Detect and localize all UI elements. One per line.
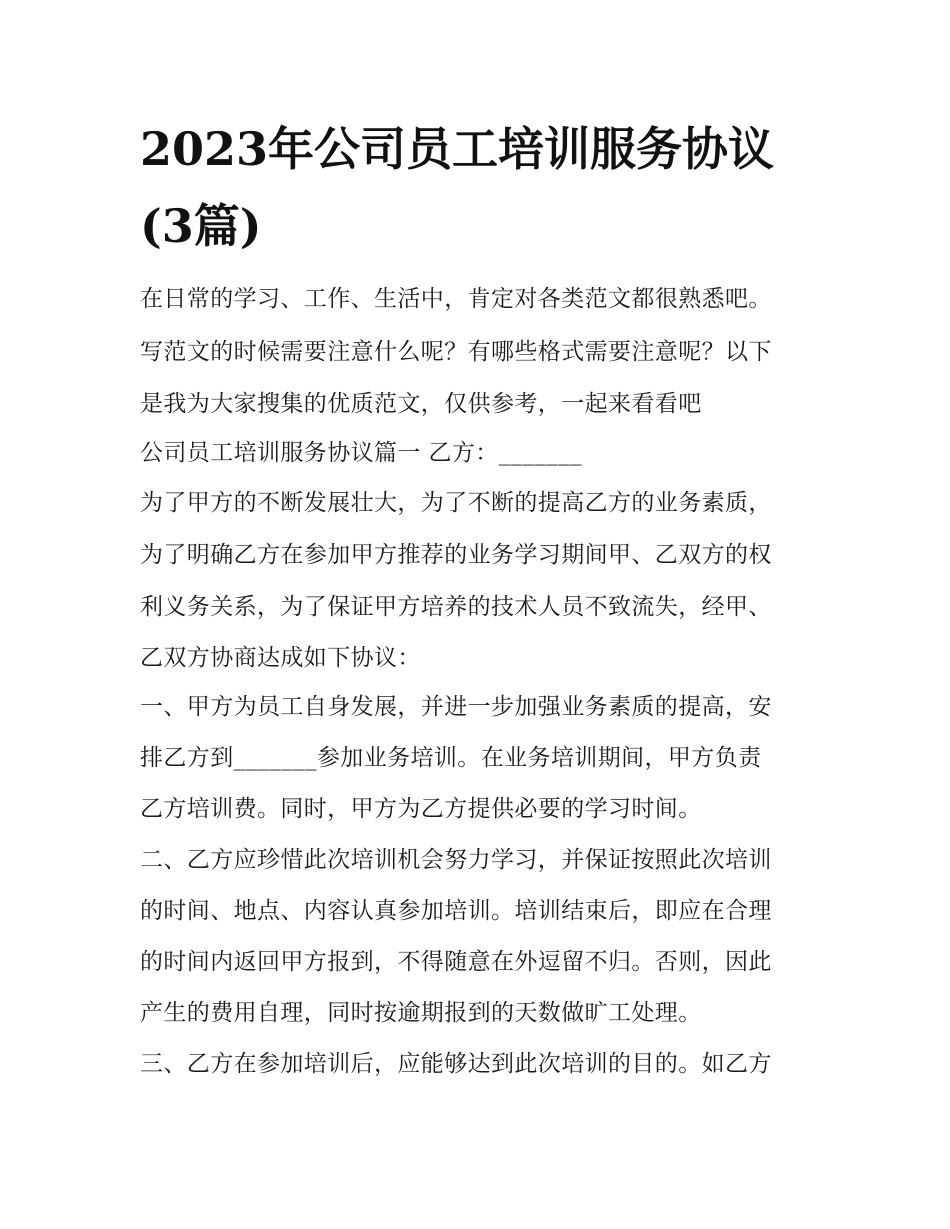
body-line-8: 乙双方协商达成如下协议：: [140, 645, 421, 671]
clause-2-line-1: 二、乙方应珍惜此次培训机会努力学习，并保证按照此次培训: [140, 847, 772, 873]
document-title-line-1: 2023年公司员工培训服务协议: [140, 122, 775, 176]
clause-2-line-3: 的时间内返回甲方报到，不得随意在外逗留不归。否则，因此: [140, 949, 772, 975]
clause-2-line-2: 的时间、地点、内容认真参加培训。培训结束后，即应在合理: [140, 898, 772, 924]
body-line-6: 为了明确乙方在参加甲方推荐的业务学习期间甲、乙双方的权: [140, 542, 772, 568]
body-line-5: 为了甲方的不断发展壮大，为了不断的提高乙方的业务素质，: [140, 490, 772, 516]
document-title-line-2: (3篇): [140, 199, 262, 253]
clause-3-line-1: 三、乙方在参加培训后，应能够达到此次培训的目的。如乙方: [140, 1051, 772, 1077]
clause-1-line-2: 排乙方到_______参加业务培训。在业务培训期间，甲方负责: [140, 745, 762, 771]
body-line-7: 利义务关系，为了保证甲方培养的技术人员不致流失，经甲、: [140, 594, 772, 620]
body-line-3: 是我为大家搜集的优质范文，仅供参考，一起来看看吧: [140, 391, 702, 417]
clause-1-line-1: 一、甲方为员工自身发展，并进一步加强业务素质的提高，安: [140, 694, 772, 720]
clause-1-line-3: 乙方培训费。同时，甲方为乙方提供必要的学习时间。: [140, 796, 702, 822]
clause-2-line-4: 产生的费用自理，同时按逾期报到的天数做旷工处理。: [140, 1000, 702, 1026]
body-line-1: 在日常的学习、工作、生活中，肯定对各类范文都很熟悉吧。: [140, 286, 772, 312]
body-line-2: 写范文的时候需要注意什么呢？有哪些格式需要注意呢？以下: [140, 339, 772, 365]
section-heading-1: 公司员工培训服务协议篇一 乙方：_______: [140, 440, 583, 466]
